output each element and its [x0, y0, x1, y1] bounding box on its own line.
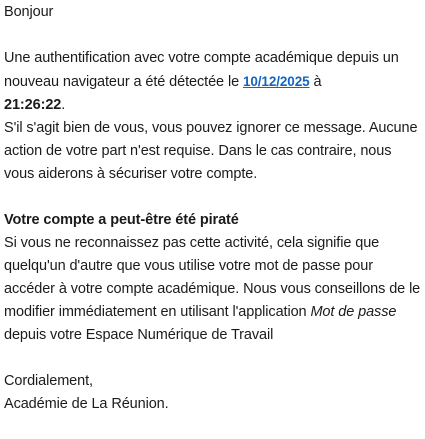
warning-text-end: depuis votre Espace Numérique de Travail [4, 327, 274, 343]
signature: Académie de La Réunion. [4, 396, 169, 412]
intro-text: Une authentification avec votre compte académique depuis un nouveau navigateur a été détectée le [4, 50, 399, 90]
date-link[interactable]: 10/12/2025 [242, 74, 310, 89]
spacer [4, 347, 421, 370]
spacer [4, 186, 421, 209]
spacer [4, 24, 421, 47]
time-suffix: . [61, 97, 66, 113]
intro-paragraph [4, 47, 421, 117]
closing: Cordialement, [4, 373, 93, 389]
warning-heading: Votre compte a peut-être été piraté [4, 212, 239, 228]
reassurance-paragraph: S'il s'agit bien de vous, vous pouvez ignorer ce message. Aucune action de votre part n'est requise. Dans le cas contraire, nous vous aiderons à sécuriser votre compte. [4, 120, 418, 182]
intro-text-after-date: à [309, 74, 322, 90]
time-text: 21:26:22 [4, 97, 62, 113]
app-name-emphasis: Mot de passe [310, 304, 397, 320]
warning-paragraph [4, 232, 421, 347]
warning-text: Si vous ne reconnaissez pas cette activité, cela signifie que quelqu'un d'autre que vous utilise votre mot de passe pour accéder à votre compte académique. Nous vous conseillons de le modifier immédiatement en utilisant l'application [4, 235, 421, 320]
greeting: Bonjour [4, 4, 54, 20]
